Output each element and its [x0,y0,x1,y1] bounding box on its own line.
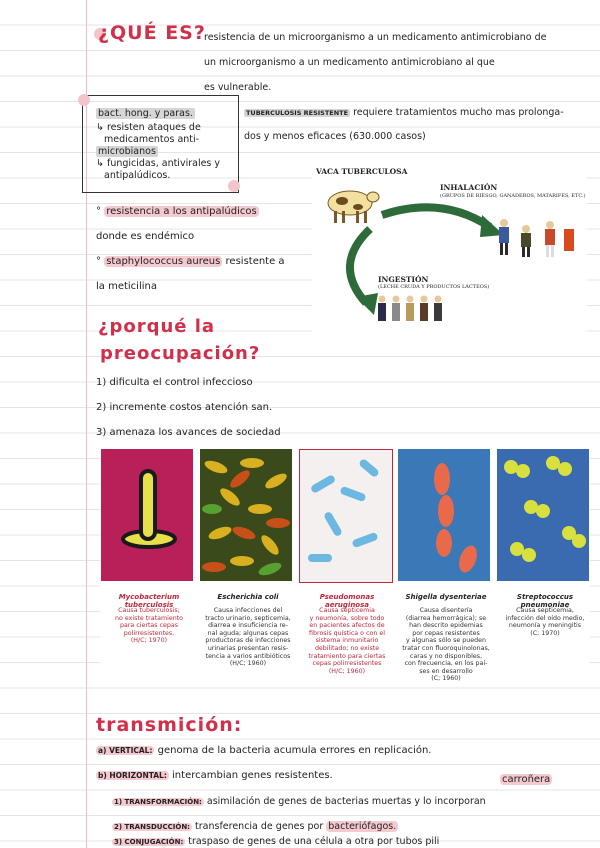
bacteria-description: Causa tuberculosis; no existe tratamiento para ciertas cepas polirresistentes. (H/C; 1970) [114,607,184,645]
bacteria-name: Escherichia coli [217,593,279,601]
bacteria-description: Causa disentería (diarrea hemorrágica); se han descrito epidemias por cepas resistentes y algunas sólo se pueden tratar con fluoroquinolonas, caras y no disponibles, con frecuencia, en los paí- ses en desarrollo (C; 1960) [402,607,490,683]
escherichia-coli-image [200,449,292,581]
tb-line-2: dos y menos eficaces (630.000 casos) [244,131,426,142]
bacteria-description: Causa septicemia, infección del oído medio, neumonía y meningitis (C; 1970) [505,607,585,637]
diagram-sublabel-inhalacion: (GRUPOS DE RIESGO, GANADEROS, MATARIFES, ETC.) [440,193,586,199]
bullet-staphylococcus: ° staphylococcus aureus resistente a [96,256,285,267]
inhalation-arrow-icon [382,207,490,227]
definition-line-3: es vulnerable. [204,82,272,93]
bullet-antipaludicos-cont: donde es endémico [96,231,195,242]
tb-line-1: TUBERCULOSIS RESISTENTE requiere tratamientos mucho mas prolonga- [246,107,564,118]
ingestion-arrow-icon [350,229,370,303]
highlight-dot [228,180,240,192]
box-line-3: medicamentos anti- [104,134,200,145]
transmission-transduccion: 2) TRANSDUCCIÓN: transferencia de genes por bacteriófagos. [114,821,397,832]
bacteria-description: Causa septicemia y neumonía, sobre todo en pacientes afectos de fibrosis quística o con el sistema inmunitario debilitado; no existe tratamiento para ciertas cepas polirresistentes (H/C; 1960) [308,607,386,675]
definition-line-2: un microorganismo a un medicamento antimicrobiano al que [204,57,495,68]
reason-item-1: 1) dificulta el control infeccioso [96,377,253,388]
diagram-artwork [312,165,587,345]
bacteria-panel [100,447,590,687]
section-title-transmicion: transmición: [96,714,243,736]
pseudomonas-image [299,449,393,583]
transmission-transformacion: 1) TRANSFORMACIÓN: asimilación de genes de bacterias muertas y lo incorporan [114,796,486,807]
bacteria-name: Shigella dysenteriae [405,593,487,601]
reason-item-3: 3) amenaza los avances de sociedad [96,427,281,438]
bacteria-name: Mycobacterium tuberculosis [118,593,180,609]
diagram-label-ingestion: INGESTIÓN [378,275,429,284]
consumers-icon [378,296,442,322]
bacteria-name: Streptococcus pneumoniae [516,593,574,609]
shigella-image [398,449,490,581]
box-line-4: microbianos [98,146,156,157]
box-line-2: ↳ resisten ataques de [96,122,201,133]
diagram-label-vaca: VACA TUBERCULOSA [316,167,408,176]
section-title-porque-1: ¿porqué la [98,316,216,337]
box-line-6: antipalúdicos. [104,170,171,181]
diagram-label-inhalacion: INHALACIÓN [440,183,498,192]
farm-workers-icon [499,219,574,257]
box-line-5: ↳ fungicidas, antivirales y [96,158,221,169]
reason-item-2: 2) incremente costos atención san. [96,402,273,413]
section-title-que-es: ¿QUÉ ES? [98,22,206,44]
bacteria-name: Pseudomonas aeruginosa [319,593,375,609]
bullet-staphylococcus-cont: la meticilina [96,281,157,292]
section-title-porque-2: preocupación? [100,343,261,364]
bullet-antipaludicos: ° resistencia a los antipalúdicos [96,206,257,217]
diagram-sublabel-ingestion: (LECHE CRUDA Y PRODUCTOS LÁCTEOS) [378,284,490,290]
transmission-vertical: a) VERTICAL: genoma de la bacteria acumula errores en replicación. [98,745,432,756]
transmission-conjugacion: 3) CONJUGACIÓN: traspaso de genes de una célula a otra por tubos pili [114,836,440,847]
cow-icon [328,191,379,223]
mycobacterium-image [101,449,193,581]
transmission-horizontal: b) HORIZONTAL: intercambian genes resistentes. [98,770,333,781]
highlight-dot [78,94,90,106]
tuberculosis-transmission-diagram [312,165,587,345]
bacteria-description: Causa infecciones del tracto urinario, septicemia, diarrea e insuficiencia re- nal aguda; algunas cepas productoras de infecciones urinarias presentan resis- tencia a varios antibióticos (H/C; 1960) [205,607,291,668]
note-carronera: carroñera [502,774,551,785]
streptococcus-image [497,449,589,581]
definition-line-1: resistencia de un microorganismo a un medicamento antimicrobiano de [204,32,547,43]
box-line-1: bact. hong. y paras. [98,108,193,119]
